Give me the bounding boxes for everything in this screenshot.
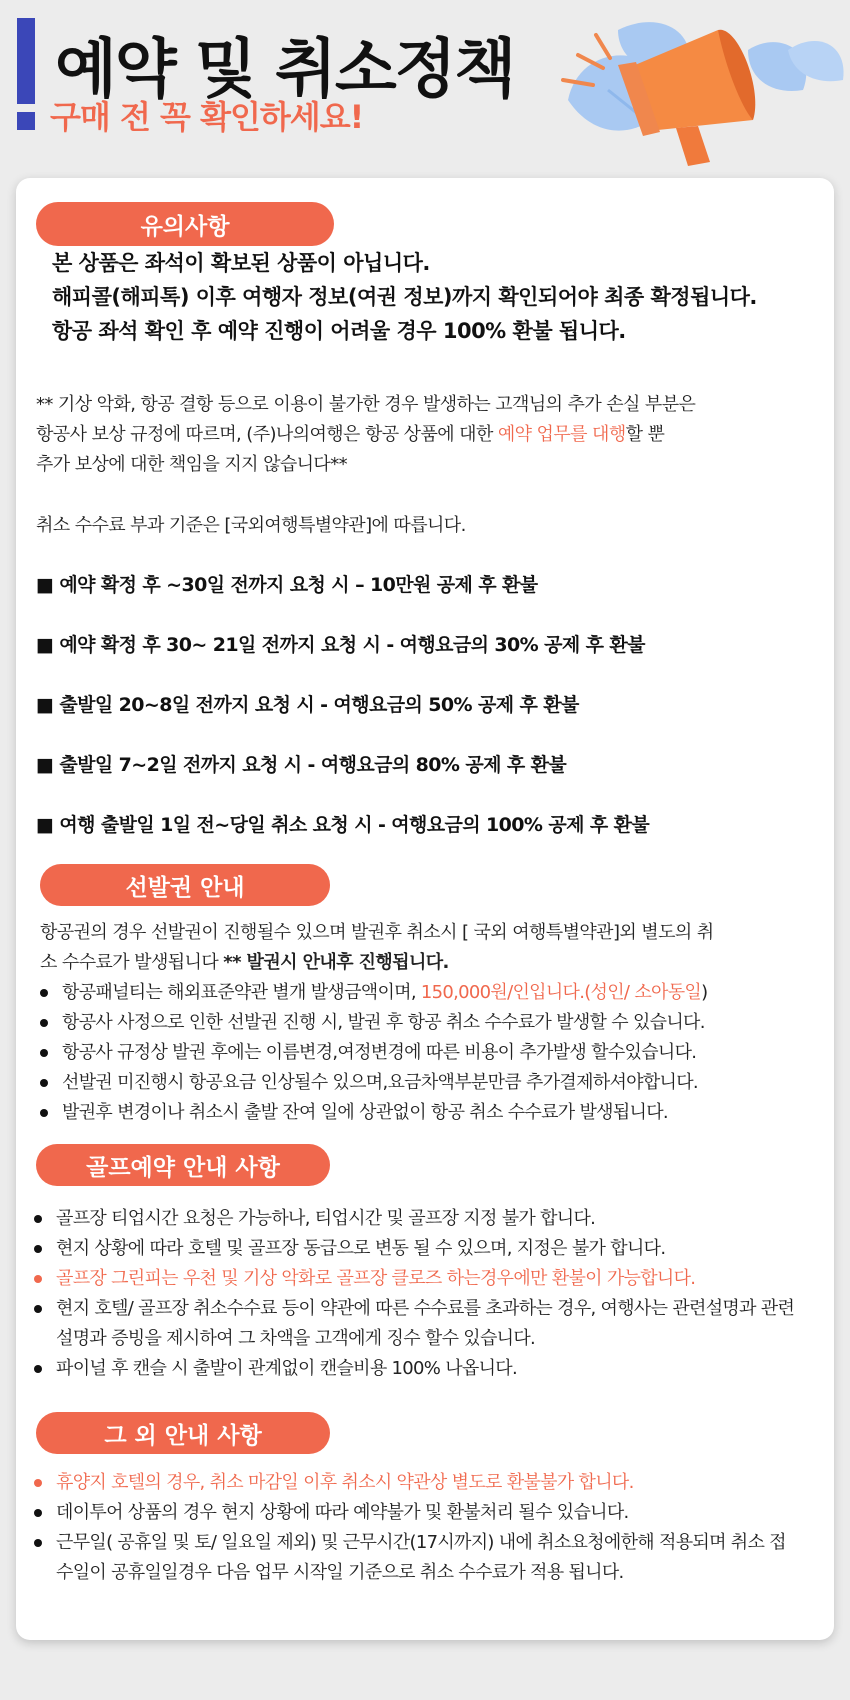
fee-basis-text: 취소 수수료 부과 기준은 [국외여행특별약관]에 따릅니다. — [36, 515, 466, 536]
list-item: 데이투어 상품의 경우 현지 상황에 따라 예약불가 및 환불처리 될수 있습니다. — [30, 1498, 796, 1528]
other-list — [30, 1468, 796, 1588]
list-item: 골프장 그린피는 우천 및 기상 악화로 골프장 클로즈 하는경우에만 환불이 가능합니다. — [30, 1264, 796, 1294]
refund-rule: ■ 출발일 7~2일 전까지 요청 시 - 여행요금의 80% 공제 후 환불 — [36, 754, 567, 776]
notice-lead: 본 상품은 좌석이 확보된 상품이 아닙니다. 해피콜(해피톡) 이후 여행자 정보(여권 정보)까지 확인되어야 최종 확정됩니다. 항공 좌석 확인 후 예약 진행이 어려울 경우 100% 환불 됩니다. — [52, 251, 757, 343]
section-heading-notice: 유의사항 — [36, 202, 334, 246]
ticketing-intro: 항공권의 경우 선발권이 진행될수 있으며 발권후 취소시 [ 국외 여행특별약관]외 별도의 취 소 수수료가 발생됩니다 ** 발권시 안내후 진행됩니다. — [40, 922, 714, 973]
refund-rule: ■ 여행 출발일 1일 전~당일 취소 요청 시 - 여행요금의 100% 공제 후 환불 — [36, 814, 650, 836]
list-item: 골프장 티업시간 요청은 가능하나, 티업시간 및 골프장 지정 불가 합니다. — [30, 1204, 796, 1234]
refund-rule: ■ 출발일 20~8일 전까지 요청 시 - 여행요금의 50% 공제 후 환불 — [36, 694, 579, 716]
section-heading-other: 그 외 안내 사항 — [36, 1412, 330, 1454]
list-item: 현지 상황에 따라 호텔 및 골프장 동급으로 변동 될 수 있으며, 지정은 불가 합니다. — [30, 1234, 796, 1264]
page-subtitle: 구매 전 꼭 확인하세요! — [50, 98, 364, 136]
page-title: 예약 및 취소정책 — [55, 33, 515, 107]
list-item: 휴양지 호텔의 경우, 취소 마감일 이후 취소시 약관상 별도로 환불불가 합니다. — [30, 1468, 796, 1498]
list-item: 선발권 미진행시 항공요금 인상될수 있으며,요금차액부분만큼 추가결제하셔야합니다. — [36, 1068, 707, 1098]
megaphone-icon — [548, 10, 848, 175]
list-item: 현지 호텔/ 골프장 취소수수료 등이 약관에 따른 수수료를 초과하는 경우, 여행사는 관련설명과 관련설명과 증빙을 제시하여 그 차액을 고객에게 징수 할수 있습니다. — [30, 1294, 796, 1354]
golf-list — [30, 1204, 796, 1384]
list-item: 발권후 변경이나 취소시 출발 잔여 일에 상관없이 항공 취소 수수료가 발생됩니다. — [36, 1098, 707, 1128]
policy-card — [16, 178, 834, 1640]
list-item: 항공사 규정상 발권 후에는 이름변경,여정변경에 따른 비용이 추가발생 할수있습니다. — [36, 1038, 707, 1068]
notice-disclaimer: ** 기상 악화, 항공 결항 등으로 이용이 불가한 경우 발생하는 고객님의 추가 손실 부분은 항공사 보상 규정에 따르며, (주)나의여행은 항공 상품에 대한 예약 업무를 대행할 뿐 추가 보상에 대한 책임을 지지 않습니다** — [36, 394, 696, 475]
section-heading-ticketing: 선발권 안내 — [40, 864, 330, 906]
refund-rule: ■ 예약 확정 후 ~30일 전까지 요청 시 – 10만원 공제 후 환불 — [36, 574, 538, 596]
title-accent-bar — [17, 18, 35, 130]
ticketing-list — [36, 978, 707, 1128]
section-heading-golf: 골프예약 안내 사항 — [36, 1144, 330, 1186]
refund-rule: ■ 예약 확정 후 30~ 21일 전까지 요청 시 - 여행요금의 30% 공제 후 환불 — [36, 634, 645, 656]
list-item: 항공패널티는 해외표준약관 별개 발생금액이며, 150,000원/인입니다.(성인/ 소아동일) — [36, 978, 707, 1008]
list-item: 근무일( 공휴일 및 토/ 일요일 제외) 및 근무시간(17시까지) 내에 취소요청에한해 적용되며 취소 접수일이 공휴일일경우 다음 업무 시작일 기준으로 취소 수수료가 적용 됩니다. — [30, 1528, 796, 1588]
list-item: 항공사 사정으로 인한 선발권 진행 시, 발권 후 항공 취소 수수료가 발생할 수 있습니다. — [36, 1008, 707, 1038]
list-item: 파이널 후 캔슬 시 출발이 관계없이 캔슬비용 100% 나옵니다. — [30, 1354, 796, 1384]
